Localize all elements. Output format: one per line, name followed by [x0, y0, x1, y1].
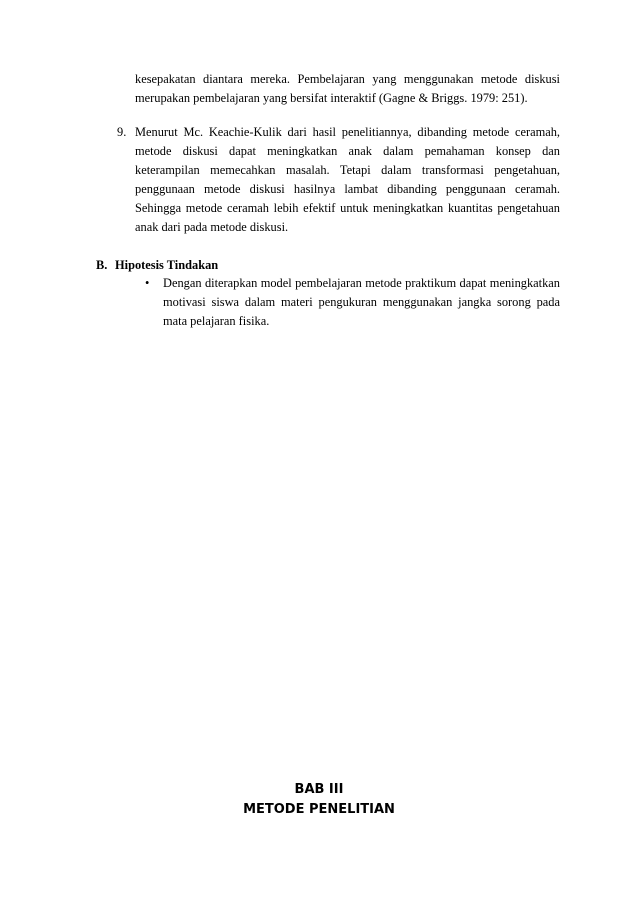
- chapter-number: BAB III: [294, 782, 344, 797]
- chapter-title: METODE PENELITIAN: [243, 802, 395, 817]
- list-item-number: 9.: [117, 125, 127, 139]
- section-heading: [96, 256, 218, 275]
- list-item-text: Menurut Mc. Keachie-Kulik dari hasil penelitiannya, dibanding metode ceramah, metode diskusi dapat meningkatkan anak dalam pemahaman konsep dan keterampilan memecahkan masalah. Tetapi dalam transformasi pengetahuan, penggunaan metode diskusi hasilnya lambat dibanding penggunaan ceramah. Sehingga metode ceramah lebih efektif untuk meningkatkan kuantitas pengetahuan anak dari pada metode diskusi.: [135, 125, 560, 234]
- bullet-paragraph: Dengan diterapkan model pembelajaran metode praktikum dapat meningkatkan motivasi siswa dalam materi pengukuran menggunakan jangka sorong pada mata pelajaran fisika.: [163, 276, 560, 328]
- section-title: Hipotesis Tindakan: [115, 258, 219, 272]
- continuation-paragraph: kesepakatan diantara mereka. Pembelajaran yang menggunakan metode diskusi merupakan pembelajaran yang bersifat interaktif (Gagne & Briggs. 1979: 251).: [135, 72, 560, 105]
- section-letter: B.: [96, 258, 108, 272]
- bullet-icon: •: [145, 276, 150, 290]
